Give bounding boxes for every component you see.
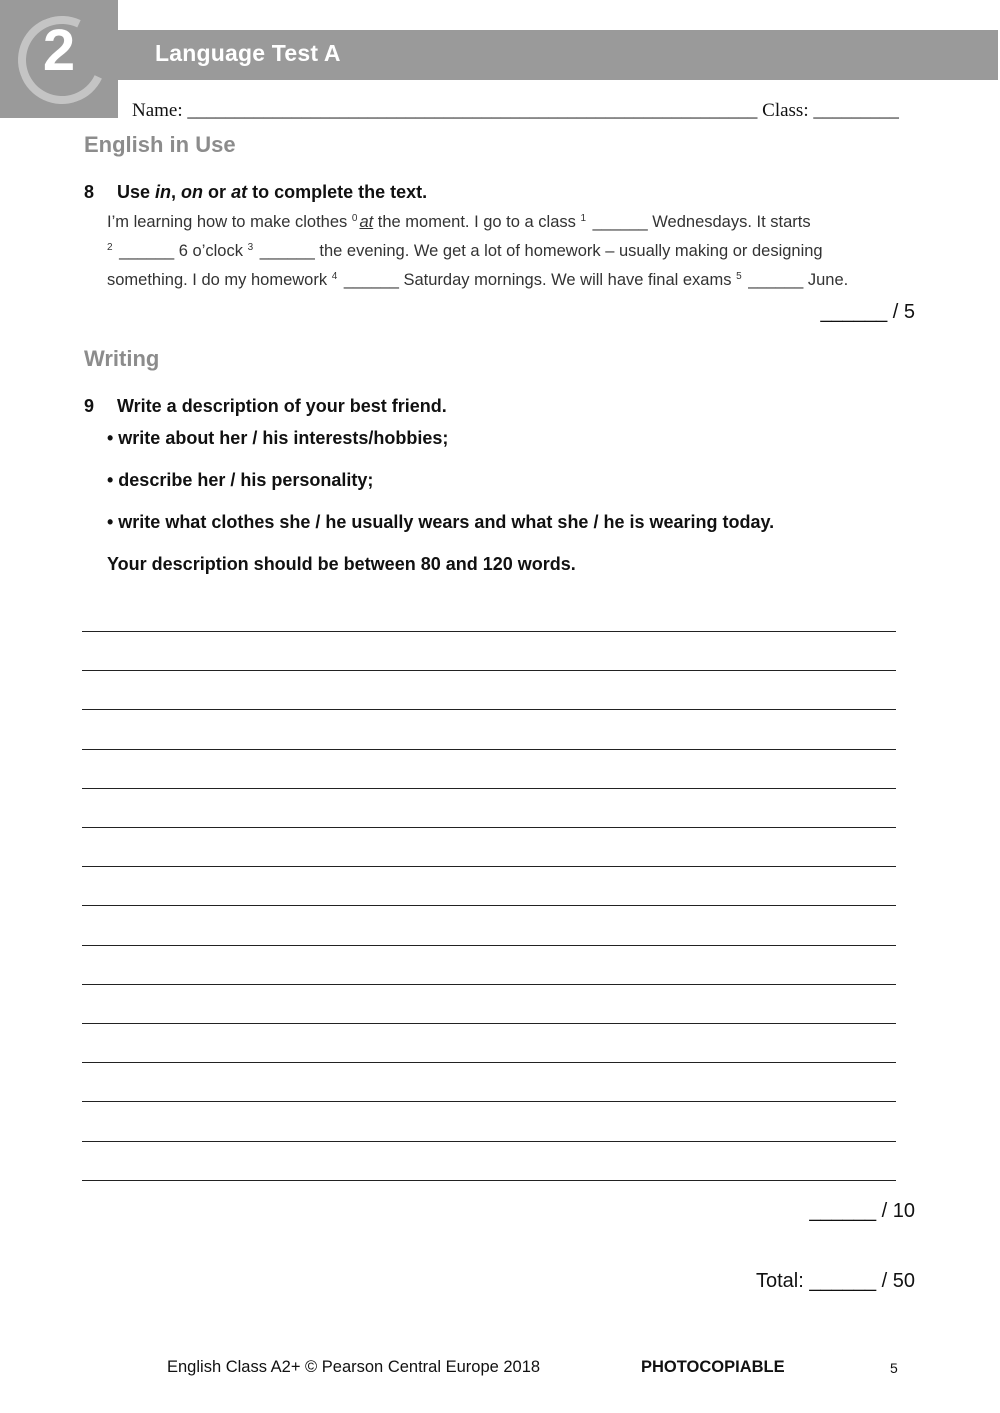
section-title-english-in-use: English in Use bbox=[84, 132, 236, 157]
answer-line[interactable] bbox=[82, 709, 896, 710]
answer-line[interactable] bbox=[82, 788, 896, 789]
gap-3[interactable]: ______ the evening. We get a lot of homework – usually making or designing bbox=[255, 242, 823, 260]
name-field[interactable]: ____________________________________________________________ bbox=[187, 100, 758, 121]
page-number: 5 bbox=[890, 1360, 898, 1376]
student-fields bbox=[132, 100, 899, 122]
answer-line[interactable] bbox=[82, 1062, 896, 1063]
score-question-9: ______ / 10 bbox=[809, 1200, 915, 1222]
gap-text-line: I’m learning how to make clothes $^0$ at the moment. I go to a class $^1$ ______ Wednesdays. It starts bbox=[107, 213, 811, 231]
unit-badge bbox=[0, 0, 118, 118]
answer-line[interactable] bbox=[82, 945, 896, 946]
answer-line[interactable] bbox=[82, 1101, 896, 1102]
question-number-9: 9 bbox=[84, 396, 95, 416]
answer-line[interactable] bbox=[82, 905, 896, 906]
answer-line[interactable] bbox=[82, 1141, 896, 1142]
score-question-8: ______ / 5 bbox=[820, 301, 915, 323]
answer-line[interactable] bbox=[82, 749, 896, 750]
gap-1[interactable]: ______ Wednesdays. It starts bbox=[588, 213, 811, 231]
gap-text-line: $^2$ ______ 6 o’clock $^3$ ______ the evening. We get a lot of homework – usually making or designing bbox=[107, 242, 823, 260]
writing-bullet: • write what clothes she / he usually wears and what she / he is wearing today. bbox=[107, 512, 775, 532]
writing-bullet: • describe her / his personality; bbox=[107, 470, 374, 490]
footer-photocopiable: PHOTOCOPIABLE bbox=[641, 1358, 785, 1376]
gap-2[interactable]: ______ 6 o’clock bbox=[114, 242, 248, 260]
class-label: Class: bbox=[762, 100, 809, 121]
answer-line[interactable] bbox=[82, 827, 896, 828]
answer-line[interactable] bbox=[82, 1023, 896, 1024]
gap-text-line: something. I do my homework $^4$ ______ Saturday mornings. We will have final exams $^5$ ______ June. bbox=[107, 271, 849, 289]
footer-copyright: English Class A2+ © Pearson Central Europe 2018 bbox=[167, 1358, 541, 1376]
total-score: Total: ______ / 50 bbox=[755, 1270, 915, 1292]
question-8-instruction: Use in, on or at to complete the text. bbox=[117, 182, 428, 202]
section-title-writing: Writing bbox=[84, 346, 160, 371]
answer-line[interactable] bbox=[82, 984, 896, 985]
gap-4[interactable]: ______ Saturday mornings. We will have final exams bbox=[339, 271, 737, 289]
class-field[interactable]: _________ bbox=[813, 100, 899, 121]
example-answer: at bbox=[359, 213, 374, 231]
name-label: Name: bbox=[132, 100, 183, 121]
answer-line[interactable] bbox=[82, 866, 896, 867]
answer-line[interactable] bbox=[82, 631, 896, 632]
answer-line[interactable] bbox=[82, 1180, 896, 1181]
writing-bullet: • write about her / his interests/hobbies; bbox=[107, 428, 449, 448]
question-number-8: 8 bbox=[84, 182, 95, 202]
gap-5[interactable]: ______ June. bbox=[743, 271, 849, 289]
unit-number: 2 bbox=[42, 18, 76, 83]
page-title: Language Test A bbox=[155, 40, 341, 66]
word-limit-note: Your description should be between 80 and 120 words. bbox=[107, 554, 576, 574]
answer-line[interactable] bbox=[82, 670, 896, 671]
question-9-instruction: Write a description of your best friend. bbox=[117, 396, 447, 416]
